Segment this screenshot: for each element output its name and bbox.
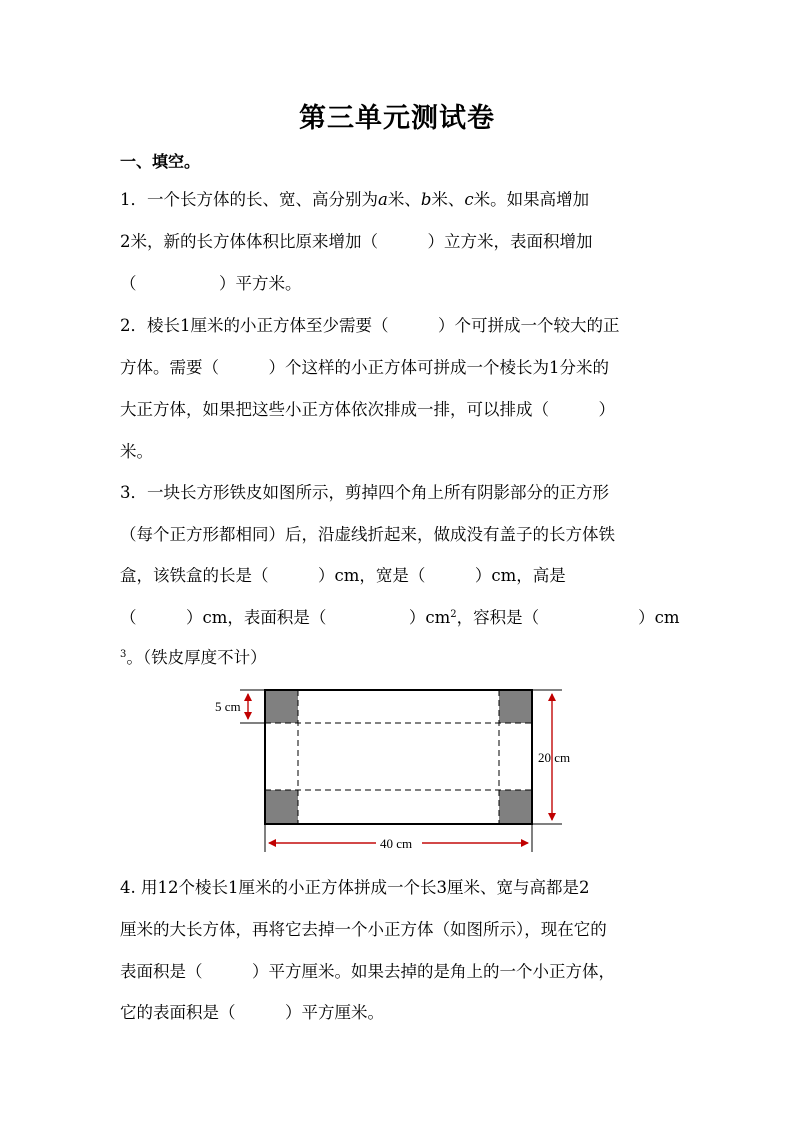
q1-text: 米。如果高增加 [473, 190, 590, 209]
q3-line-5 [120, 646, 267, 670]
q2-line-1: 2．棱长1厘米的小正方体至少需要（ ）个可拼成一个较大的正 [120, 316, 620, 335]
q4-line-3: 表面积是（ ）平方厘米。如果去掉的是角上的一个小正方体， [120, 962, 615, 981]
height-label: 20 cm [538, 750, 571, 765]
corner-square [265, 790, 298, 824]
corner-square [499, 690, 532, 723]
fold-lines [265, 690, 532, 824]
q1-text: 米、 [387, 190, 421, 209]
q4-line-1: 4. 用12个棱长1厘米的小正方体拼成一个长3厘米、宽与高都是2 [120, 878, 590, 897]
q3-text: 。（铁皮厚度不计） [126, 648, 267, 667]
q3-line-1: 3．一块长方形铁皮如图所示，剪掉四个角上所有阴影部分的正方形 [120, 483, 609, 502]
q1-line-3: （ ）平方米。 [120, 274, 302, 293]
section-heading: 一、填空。 [120, 152, 201, 171]
q2-line-2: 方体。需要（ ）个这样的小正方体可拼成一个棱长为1分米的 [120, 358, 609, 377]
sheet-diagram [200, 680, 600, 860]
corner-size-label: 5 cm [215, 699, 241, 714]
q1-line-2: 2米，新的长方体体积比原来增加（ ）立方米，表面积增加 [120, 232, 593, 251]
q1-text: 米、 [431, 190, 465, 209]
q4-line-4: 它的表面积是（ ）平方厘米。 [120, 1003, 384, 1022]
var-c: c [464, 190, 474, 209]
sheet-figure [200, 680, 600, 860]
sheet-outline [265, 690, 532, 824]
q3-line-2: （每个正方形都相同）后，沿虚线折起来，做成没有盖子的长方体铁 [120, 525, 615, 544]
var-a: a [378, 190, 388, 209]
q3-text: ，容积是（ ）cm [456, 608, 680, 627]
q3-text: （ ）cm，表面积是（ ）cm [120, 608, 451, 627]
q3-line-4 [120, 606, 680, 630]
q2-line-4: 米。 [120, 442, 153, 461]
corner-square [499, 790, 532, 824]
q1-line-1 [120, 188, 589, 212]
corner-square [265, 690, 298, 723]
q3-line-3: 盒，该铁盒的长是（ ）cm，宽是（ ）cm，高是 [120, 566, 566, 585]
var-b: b [420, 190, 432, 209]
length-label: 40 cm [380, 836, 413, 851]
page-title: 第三单元测试卷 [299, 103, 495, 134]
superscript: 3 [120, 649, 127, 660]
q4-line-2: 厘米的大长方体，再将它去掉一个小正方体（如图所示），现在它的 [120, 920, 607, 939]
superscript: 2 [450, 609, 457, 620]
q2-line-3: 大正方体，如果把这些小正方体依次排成一排，可以排成（ ） [120, 400, 615, 419]
q1-text: 1．一个长方体的长、宽、高分别为 [120, 190, 378, 209]
